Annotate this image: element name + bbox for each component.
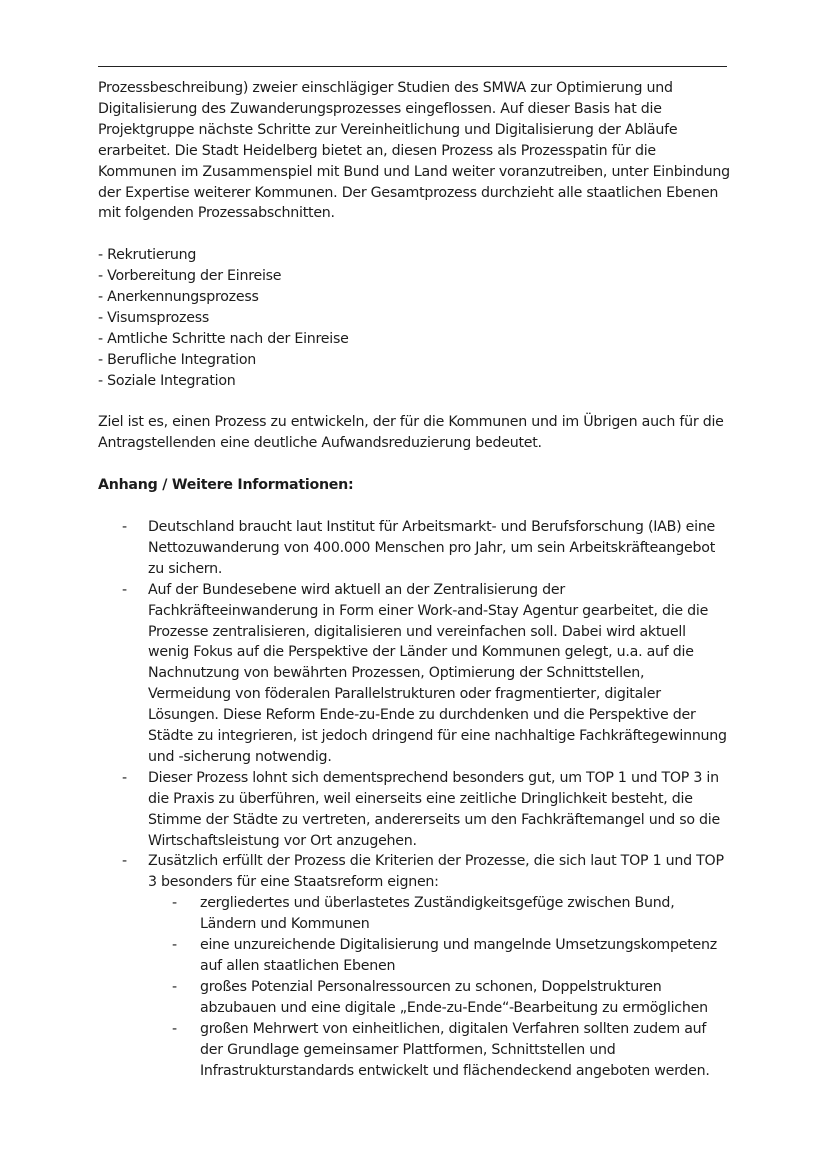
criteria-item [148, 1019, 730, 1082]
bullet-dash: - [122, 518, 127, 535]
header-rule [98, 66, 727, 67]
bullet-dash: - [122, 853, 127, 870]
appendix-item [98, 580, 730, 768]
process-section-item: - Amtliche Schritte nach der Einreise [98, 330, 349, 347]
process-section-item: - Rekrutierung [98, 247, 197, 264]
bullet-dash: - [172, 937, 177, 954]
criteria-list [148, 893, 730, 1081]
bullet-dash: - [172, 978, 177, 995]
bullet-dash: - [172, 1020, 177, 1037]
bullet-dash: - [172, 895, 177, 912]
process-section-item: - Soziale Integration [98, 372, 236, 389]
criteria-item-text: eine unzureichende Digitalisierung und mangelnde Umsetzungskompetenz auf allen staatlichen Ebenen [200, 937, 717, 974]
criteria-item-text: zergliedertes und überlastetes Zuständigkeitsgefüge zwischen Bund, Ländern und Kommunen [200, 895, 675, 933]
intro-paragraph: Prozessbeschreibung) zweier einschlägiger Studien des SMWA zur Optimierung und Digitalisierung des Zuwanderungsprozesses eingeflossen. Auf dieser Basis hat die Projektgruppe nächste Schritte zur Vereinheitlichung und Digitalisierung der Abläufe erarbeitet. Die Stadt Heidelberg bietet an, diesen Prozess als Prozesspatin für die Kommunen im Zusammenspiel mit Bund und Land weiter voranzutreiben, unter Einbindung der Expertise weiterer Kommunen. Der Gesamtprozess durchzieht alle staatlichen Ebenen mit folgenden Prozessabschnitten. [98, 80, 730, 222]
appendix-item [98, 517, 730, 580]
appendix-item-text: Auf der Bundesebene wird aktuell an der Zentralisierung der Fachkräfteeinwanderung in Form einer Work-and-Stay Agentur gearbeitet, die die Prozesse zentralisieren, digitalisieren und vereinfachen soll. Dabei wird aktuell wenig Fokus auf die Perspektive der Länder und Kommunen gelegt, u.a. auf die Nachnutzung von bewährten Prozessen, Optimierung der Schnittstellen, Vermeidung von föderalen Parallelstrukturen oder fragmentierter, digitaler Lösungen. Diese Reform Ende-zu-Ende zu durchdenken und die Perspektive der Städte zu integrieren, ist jedoch dringend für eine nachhaltige Fachkräftegewinnung und -sicherung notwendig. [148, 581, 727, 765]
goal-paragraph: Ziel ist es, einen Prozess zu entwickeln, der für die Kommunen und im Übrigen auch für die Antragstellenden eine deutliche Aufwandsreduzierung bedeutet. [98, 414, 724, 452]
document-body [98, 78, 730, 1081]
process-sections-list [98, 245, 730, 391]
criteria-item-text: großes Potenzial Personalressourcen zu schonen, Doppelstrukturen abzubauen und eine digitale „Ende-zu-Ende“-Bearbeitung zu ermöglichen [200, 978, 708, 1016]
appendix-item-text: Dieser Prozess lohnt sich dementsprechend besonders gut, um TOP 1 und TOP 3 in die Praxis zu überführen, weil einerseits eine zeitliche Dringlichkeit besteht, die Stimme der Städte zu vertreten, andererseits um den Fachkräftemangel und so die Wirtschaftsleistung vor Ort anzugehen. [148, 769, 720, 849]
appendix-item-text: Deutschland braucht laut Institut für Arbeitsmarkt- und Berufsforschung (IAB) eine Nettozuwanderung von 400.000 Menschen pro Jahr, um sein Arbeitskräfteangebot zu sichern. [148, 518, 716, 577]
appendix-heading: Anhang / Weitere Informationen: [98, 477, 354, 494]
bullet-dash: - [122, 581, 127, 598]
process-section-item: - Anerkennungsprozess [98, 289, 259, 306]
appendix-item-text: Zusätzlich erfüllt der Prozess die Kriterien der Prozesse, die sich laut TOP 1 und TOP 3 besonders für eine Staatsreform eignen: [148, 853, 724, 891]
criteria-item [148, 977, 730, 1019]
appendix-item [98, 851, 730, 1081]
criteria-item-text: großen Mehrwert von einheitlichen, digitalen Verfahren sollten zudem auf der Grundlage gemeinsamer Plattformen, Schnittstellen und Infrastrukturstandards entwickelt und flächendeckend angeboten werden. [200, 1020, 710, 1079]
appendix-list [98, 517, 730, 1081]
appendix-item [98, 768, 730, 852]
criteria-item [148, 935, 730, 977]
criteria-item [148, 893, 730, 935]
bullet-dash: - [122, 769, 127, 786]
process-section-item: - Vorbereitung der Einreise [98, 268, 282, 285]
process-section-item: - Berufliche Integration [98, 351, 257, 368]
process-section-item: - Visumsprozess [98, 309, 209, 326]
